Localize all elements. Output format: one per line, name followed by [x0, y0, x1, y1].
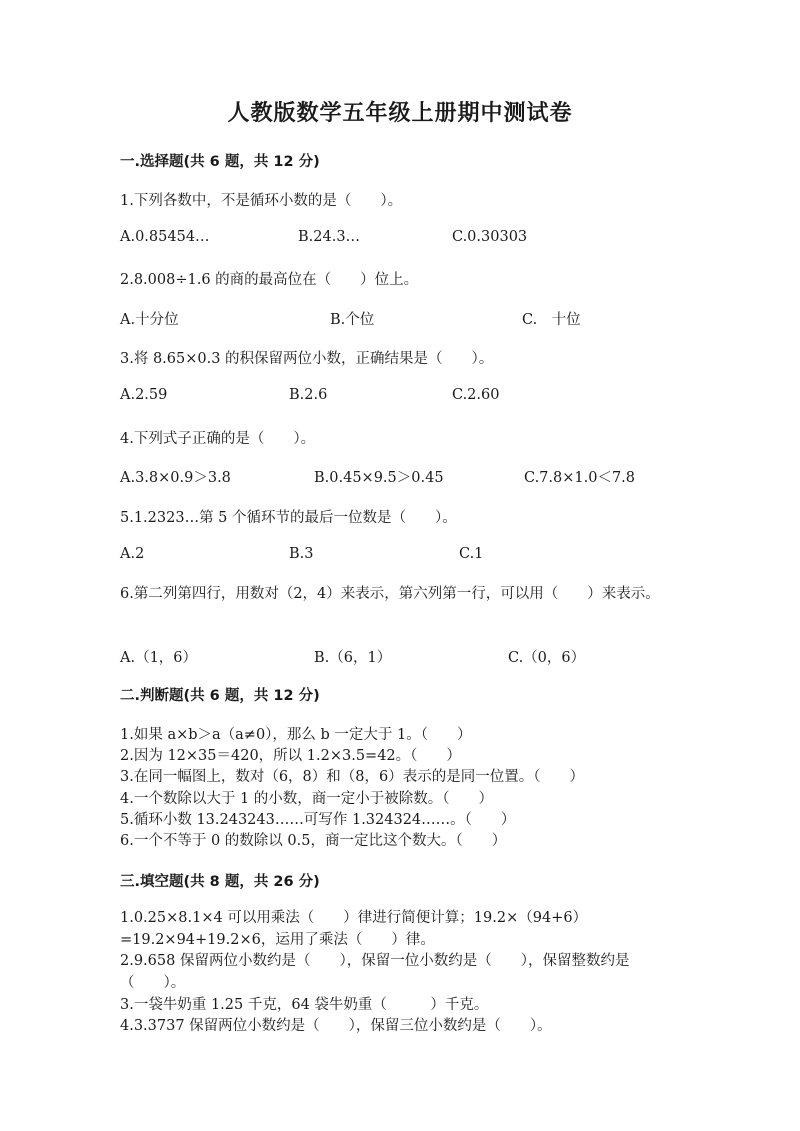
option-c: C.（0，6） [508, 650, 586, 666]
option-c: C.2.60 [452, 387, 500, 403]
question-stem: 5.1.2323…第 5 个循环节的最后一位数是（ ）。 [120, 510, 457, 526]
option-c: C. 十位 [522, 312, 581, 328]
question-stem: 2.8.008÷1.6 的商的最高位在（ ）位上。 [120, 272, 419, 288]
option-a: A.0.85454… [120, 229, 210, 245]
fill-item: 4.3.3737 保留两位小数约是（ ），保留三位小数约是（ ）。 [120, 1018, 552, 1034]
option-a: A.（1，6） [120, 650, 198, 666]
fill-item: 1.0.25×8.1×4 可以用乘法（ ）律进行简便计算；19.2×（94+6）=19.2×94+19.2×6，运用了乘法（ ）律。 [120, 910, 588, 948]
option-b: B.2.6 [289, 387, 328, 403]
judgement-item: 6.一个不等于 0 的数除以 0.5，商一定比这个数大。（ ） [120, 833, 507, 849]
option-a: A.3.8×0.9＞3.8 [120, 470, 231, 486]
section-heading-judgement: 二.判断题(共 6 题，共 12 分) [120, 688, 320, 704]
option-b: B.24.3… [298, 229, 361, 245]
page-title: 人教版数学五年级上册期中测试卷 [227, 101, 573, 126]
question-stem: 6.第二列第四行，用数对（2，4）来表示，第六列第一行，可以用（ ）来表示。 [120, 586, 660, 602]
fill-item: 3.一袋牛奶重 1.25 千克，64 袋牛奶重（ ）千克。 [120, 997, 489, 1013]
option-c: C.0.30303 [452, 229, 528, 245]
option-a: A.十分位 [120, 312, 179, 328]
section-heading-fill: 三.填空题(共 8 题，共 26 分) [120, 874, 320, 890]
fill-item: 2.9.658 保留两位小数约是（ ），保留一位小数约是（ ），保留整数约是（ ）。 [120, 953, 630, 991]
option-b: B.（6，1） [314, 650, 392, 666]
judgement-item: 3.在同一幅图上，数对（6，8）和（8，6）表示的是同一位置。（ ） [120, 769, 584, 785]
option-a: A.2 [120, 546, 145, 562]
judgement-item: 5.循环小数 13.243243……可写作 1.324324……。（ ） [120, 812, 516, 828]
option-b: B.3 [289, 546, 314, 562]
judgement-item: 4.一个数除以大于 1 的小数，商一定小于被除数。（ ） [120, 791, 494, 807]
judgement-item: 2.因为 12×35＝420，所以 1.2×3.5=42。（ ） [120, 748, 461, 764]
option-b: B.个位 [330, 312, 375, 328]
judgement-item: 1.如果 a×b＞a（a≠0），那么 b 一定大于 1。（ ） [120, 727, 472, 743]
question-stem: 3.将 8.65×0.3 的积保留两位小数，正确结果是（ ）。 [120, 351, 494, 367]
option-c: C.1 [459, 546, 484, 562]
option-c: C.7.8×1.0＜7.8 [524, 470, 636, 486]
question-stem: 4.下列式子正确的是（ ）。 [120, 431, 316, 447]
question-stem: 1.下列各数中，不是循环小数的是（ ）。 [120, 193, 403, 209]
option-a: A.2.59 [120, 387, 168, 403]
option-b: B.0.45×9.5＞0.45 [314, 470, 444, 486]
section-heading-choice: 一.选择题(共 6 题，共 12 分) [120, 154, 320, 170]
